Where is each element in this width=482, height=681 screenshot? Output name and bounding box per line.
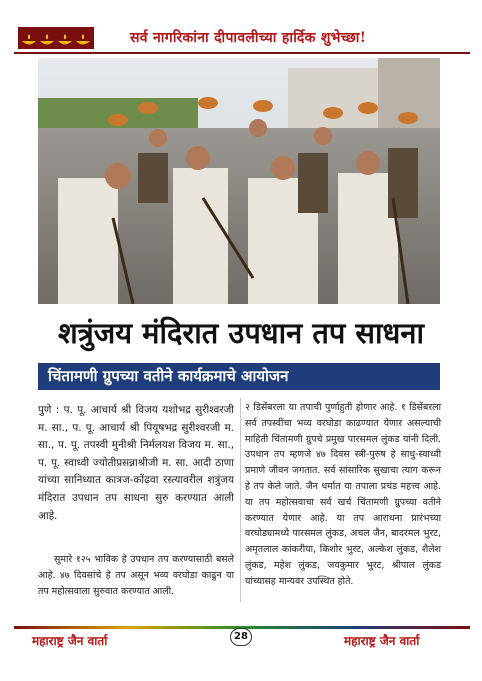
diya-lamp-icon xyxy=(21,33,37,47)
left-paragraph-1: पुणे : प. पू. आचार्य श्री विजय यशोभद्र सुरीश्वरजी म. सा., प. पू. आचार्य श्री पियूषभद्र सुरीश्वरजी म. सा., प. पू. तपस्वी मुनीश्री निर्मलयश विजय म. सा., प. पू. स्वाध्वी ज्योतीप्रसन्नाश्रीजी म. सा. आदी ठाणा यांच्या सानिध्यात कात्रज-कोंढवा रस्त्यावरील शत्रुंजय मंदिरात उपधान तप साधना सुरु करण्यात आली आहे. xyxy=(38,404,234,522)
article-subheadline: चिंतामणी ग्रुपच्या वतीने कार्यक्रमाचे आयोजन xyxy=(48,367,289,385)
article-headline: शत्रुंजय मंदिरात उपधान तप साधना xyxy=(58,316,424,350)
left-column xyxy=(38,402,234,525)
diya-lamp-icon xyxy=(57,33,73,47)
header-rule xyxy=(14,52,470,54)
page-number: 28 xyxy=(230,628,252,646)
diwali-lamps-decoration xyxy=(18,27,94,49)
column-divider xyxy=(240,398,241,602)
diya-lamp-icon xyxy=(75,33,91,47)
procession-photo xyxy=(38,58,440,304)
diwali-greeting: सर्व नागरिकांना दीपावलीच्या हार्दिक शुभेच्छा! xyxy=(130,30,367,46)
right-column: २ डिसेंबरला या तपाची पुर्णाहुती होणार आहे. १ डिसेंबरला सर्व तपस्वींचा भव्य वरघोडा काढण्यात येणार असल्याची माहिती चिंतामणी ग्रुपचे प्रमुख पारसमल लुंकड यांनी दिली. उपधान तप म्हणजे ४७ दिवस स्त्री-पुरुष हे साधु-स्वाध्वी प्रमाणे जीवन जगतात. सर्व सांसारिक सुखाचा त्याग करून हे तप केले जाते. जैन धर्मात या तपाला प्रचंड महत्त्व आहे. या तप महोत्सवाचा सर्व खर्च चिंतामणी ग्रुपच्या वतीने करण्यात येणार आहे. या तप आराधना प्रारंभच्या वरघोड्यामध्ये पारसमल लुंकड, अचल जैन, बादरमल भुरट, अमृतलाल कांकरीया, किशोर भुरट, अल्केश लुंकड, शैलेश लुंकड, महेश लुंकड, जयकुमार भुरट, श्रीपाल लुंकड यांच्यासह मान्यवर उपस्थित होते. xyxy=(245,402,441,587)
footer-publication-title-left: महाराष्ट्र जैन वार्ता xyxy=(32,634,108,648)
footer-publication-title-right: महाराष्ट्र जैन वार्ता xyxy=(344,634,420,648)
diya-lamp-icon xyxy=(39,33,55,47)
left-paragraph-2: सुमारे १२५ भाविक हे उपधान तप करण्यासाठी बसले आहे. ४७ दिवसांचे हे तप असून भव्य वरघोडा काढुन या तप महोत्सवाला सुरुवात करण्यात आली. xyxy=(38,554,234,597)
